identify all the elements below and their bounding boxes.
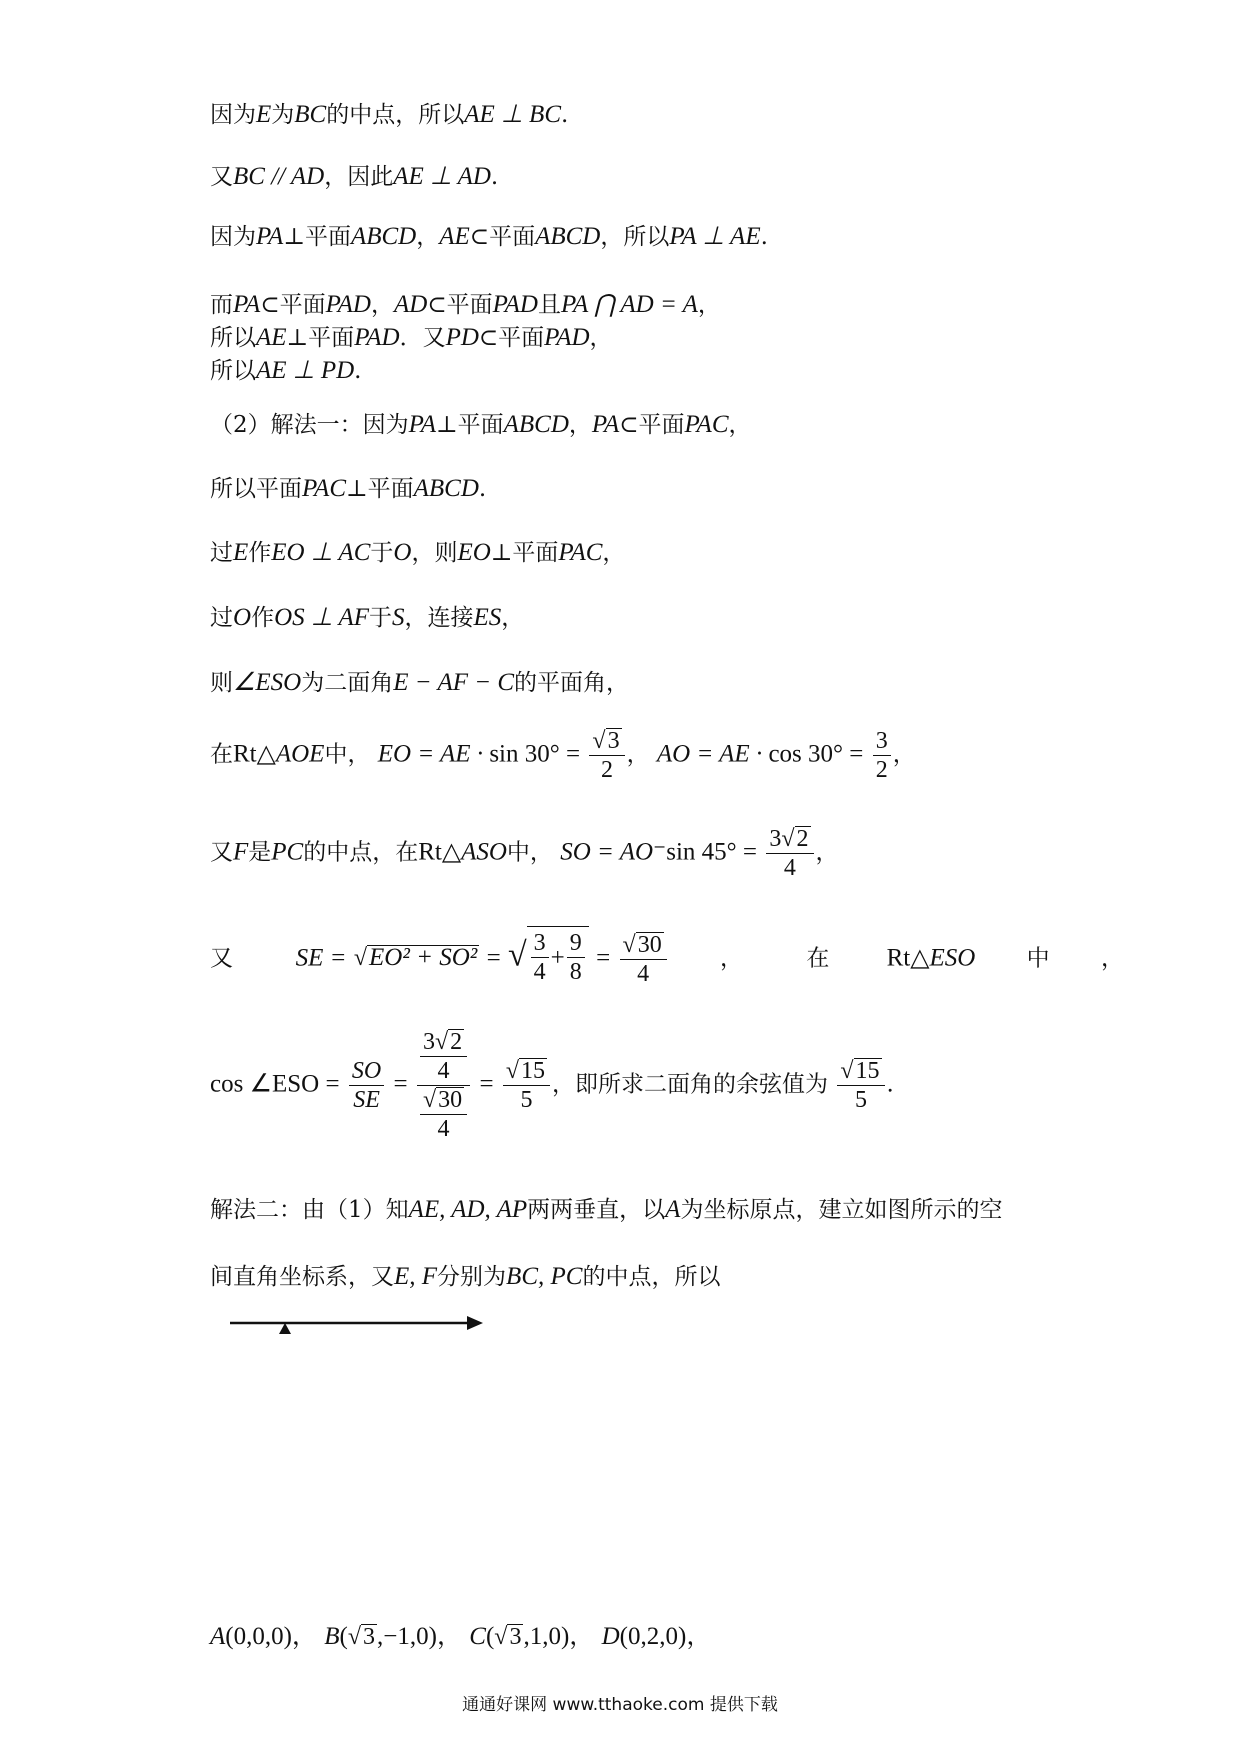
coordinate-figure-fragment bbox=[225, 1310, 485, 1340]
text-line-14: 又 SE = √EO² + SO² = √ $\frac{3}{4}$ + $\frac{9}{8}$ = $\frac{√30}{4}$ ， 在 Rt△ESO 中 ， bbox=[210, 926, 1124, 988]
triangle-marker bbox=[279, 1323, 291, 1334]
text-line-3: 因为PA⊥平面ABCD，AE⊂平面ABCD，所以PA ⊥ AE. bbox=[210, 223, 768, 250]
text-line-6: 所以AE ⊥ PD. bbox=[210, 357, 362, 384]
text-line-13: 又F是PC的中点，在Rt△ASO中， SO = AO⁻sin 45° = $\frac{3√2}{4}$ ， bbox=[210, 826, 839, 881]
fraction-sqrt15-over-5: $\frac{√15}{5}$ bbox=[503, 1057, 550, 1114]
text-line-8: 所以平面PAC⊥平面ABCD. bbox=[210, 475, 487, 502]
text-line-11: 则∠ESO为二面角E − AF − C的平面角， bbox=[210, 669, 630, 696]
sqrt-sum-fractions: √ $\frac{3}{4}$ + $\frac{9}{8}$ bbox=[508, 926, 589, 986]
text-line-7: （2）解法一：因为PA⊥平面ABCD，PA⊂平面PAC， bbox=[210, 411, 752, 438]
text-line-15: cos ∠ESO = $\frac{SO}{SE}$ = $\frac{\frac{3√2}{4}}{\frac{√30}{4}}$ = $\frac{√15}{5}$ ，即所求二面角的余弦值为 $\frac{√15}{5}$ . bbox=[210, 1029, 894, 1142]
text-line-5: 所以AE⊥平面PAD．又PD⊂平面PAD， bbox=[210, 324, 613, 351]
text-line-17: 间直角坐标系，又E, F分别为BC, PC的中点，所以 bbox=[210, 1263, 721, 1290]
fraction-sqrt30-over-4: $\frac{√30}{4}$ bbox=[620, 931, 667, 988]
sqrt-eo2-so2: √EO² + SO² bbox=[353, 944, 478, 972]
fraction-so-over-se: $\frac{SO}{SE}$ bbox=[349, 1057, 384, 1114]
text-line-9: 过E作EO ⊥ AC于O，则EO⊥平面PAC， bbox=[210, 539, 626, 566]
text-line-18: A(0,0,0)， B(√3,−1,0)， C(√3,1,0)， D(0,2,0)， bbox=[210, 1623, 712, 1650]
arrow-head-right bbox=[467, 1316, 483, 1330]
page-footer: 通通好课网 www.tthaoke.com 提供下载 bbox=[462, 1695, 778, 1715]
fraction-sqrt15-over-5-answer: $\frac{√15}{5}$ bbox=[837, 1057, 884, 1114]
text-line-2: 又BC // AD，因此AE ⊥ AD. bbox=[210, 163, 499, 190]
text-line-12: 在Rt△AOE中， EO = AE · sin 30° = $\frac{√3}{2}$ ， AO = AE · cos 30° = $\frac{3}{2}$ ， bbox=[210, 728, 916, 783]
fraction-3-over-2: $\frac{3}{2}$ bbox=[873, 727, 891, 784]
fraction-sqrt3-over-2: $\frac{√3}{2}$ bbox=[589, 727, 624, 784]
compound-fraction: $\frac{\frac{3√2}{4}}{\frac{√30}{4}}$ bbox=[417, 1028, 470, 1143]
text-line-1: 因为E为BC的中点，所以AE ⊥ BC. bbox=[210, 101, 569, 128]
fraction-3sqrt2-over-4: $\frac{3√2}{4}$ bbox=[766, 825, 813, 882]
text-line-4: 而PA⊂平面PAD，AD⊂平面PAD且PA ⋂ AD = A， bbox=[210, 291, 721, 318]
text-line-10: 过O作OS ⊥ AF于S，连接ES， bbox=[210, 604, 525, 631]
text-line-16: 解法二：由（1）知AE, AD, AP两两垂直，以A为坐标原点，建立如图所示的空 bbox=[210, 1196, 1003, 1223]
